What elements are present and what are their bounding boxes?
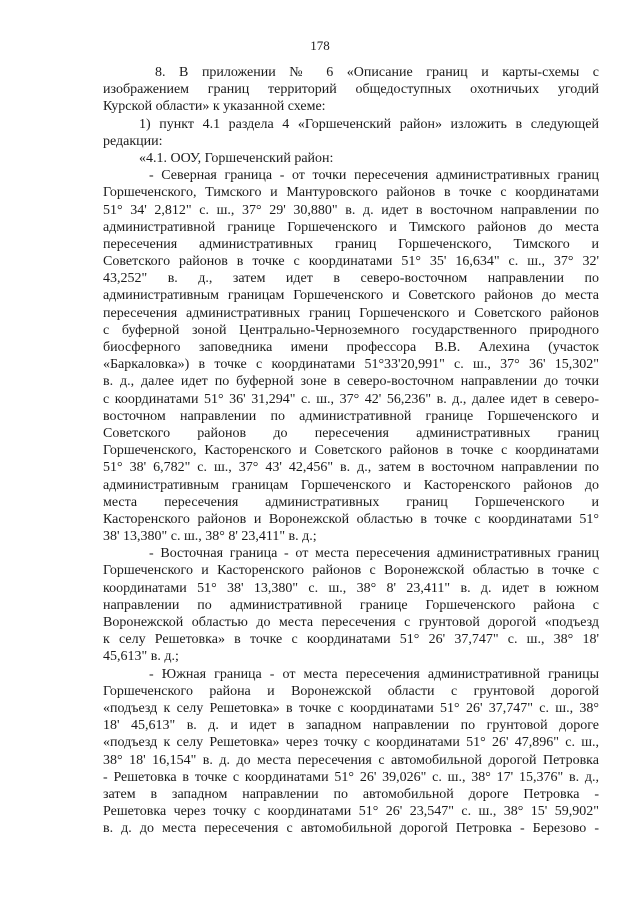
text-line: координатами 51° 38' 13,380" с. ш., 38° 8' 23,411" в. д. идет в южном [103,580,599,596]
text-line: к селу Решетовка» в точке с координатами 51° 26' 37,747" с. ш., 38° 18' [103,632,599,648]
text-line: Касторенского районов и Воронежской областью в точке с координатами 51° [103,511,599,527]
text-line: с буферной зоной Центрально-Черноземного государственного природного [103,322,599,338]
text-line: «4.1. ООУ, Горшеченский район: [139,150,334,166]
text-line: Воронежской областью до места пересечения с грунтовой дорогой «подъезд [103,615,599,630]
text-line: 18' 45,613" в. д. и идет в западном направлении по грунтовой дороге [103,718,599,734]
text-line: 51° 34' 2,812" с. ш., 37° 29' 30,880" в. д. идет в восточном направлении по [103,202,599,218]
text-line: затем в западном направлении по автомобильной дороге Петровка - [103,786,599,802]
text-line: биосферного заповедника имени профессора В.В. Алехина (участок [103,340,599,355]
text-line: изображением границ территорий общедоступных охотничьих угодий [103,82,599,98]
text-line: - Северная граница - от точки пересечения административных границ [149,168,599,184]
text-line: редакции: [103,133,163,149]
text-line: восточном направлении по административной границе Горшеченского и [103,408,599,424]
text-line: в. д., далее идет по буферной зоне в северо-восточном направлении до точки [103,374,599,390]
text-line: «Баркаловка») в точке с координатами 51°33'20,991" с. ш., 37° 36' 15,302" [103,357,599,373]
text-line: 38' 13,380" с. ш., 38° 8' 23,411" в. д.; [103,529,317,545]
document-body [103,64,599,837]
text-line: - Восточная граница - от места пересечения административных границ [149,546,599,562]
text-line: административной границе Горшеченского и Тимского районов до места [103,219,599,235]
text-line: пересечения административных границ Горшеченского, Тимского и [103,236,599,252]
text-line: в. д. до места пересечения с автомобильной дорогой Петровка - Березово - [103,821,599,837]
text-line: места пересечения административных границ Горшеченского и [103,494,599,510]
text-line: направлении по административной границе Горшеченского района с [103,597,599,613]
text-line: Советского районов до пересечения административных границ [103,425,599,441]
text-line: - Южная граница - от места пересечения административной границы [149,666,599,682]
text-line: Горшеченского и Касторенского районов с Воронежской областью в точке с [103,563,599,579]
text-line: Горшеченского, Касторенского и Советского районов в точке с координатами [103,443,599,459]
text-line: административным границам Горшеченского и Касторенского районов до [103,477,599,493]
text-line: 38° 18' 16,154" в. д. до места пересечения с автомобильной дорогой Петровка [103,752,599,768]
text-line: - Решетовка в точке с координатами 51° 26' 39,026" с. ш., 38° 17' 15,376" в. д., [103,769,599,785]
text-line: 8. В приложении № 6 «Описание границ и карты-схемы с [155,65,599,80]
text-line: Курской области» к указанной схеме: [103,99,326,115]
text-line: пересечения административных границ Горшеченского и Советского районов [103,305,599,321]
text-line: 45,613" в. д.; [103,649,179,665]
text-line: с координатами 51° 36' 31,294" с. ш., 37° 42' 56,236" в. д., далее идет в северо- [103,391,599,407]
text-line: административным границам Горшеченского и Советского районов до места [103,288,599,304]
text-line: 51° 38' 6,782" с. ш., 37° 43' 42,456" в. д., затем в восточном направлении по [103,460,599,476]
page-number: 178 [310,38,330,53]
text-line: Советского районов в точке с координатами 51° 35' 16,634" с. ш., 37° 32' [103,254,599,270]
text-line: «подъезд к селу Решетовка» через точку с координатами 51° 26' 47,896" с. ш., [103,735,599,751]
text-line: Горшеченского района и Воронежской области с грунтовой дорогой [103,683,599,699]
text-line: Решетовка через точку с координатами 51° 26' 23,547" с. ш., 38° 15' 59,902" [103,804,599,820]
text-line: Горшеченского, Тимского и Мантуровского районов в точке с координатами [103,185,599,201]
text-line: 43,252" в. д., затем идет в северо-восточном направлении по [103,271,599,287]
text-line: 1) пункт 4.1 раздела 4 «Горшеченский район» изложить в следующей [139,116,599,132]
text-line: «подъезд к селу Решетовка» в точке с координатами 51° 26' 37,747" с. ш., 38° [103,700,599,716]
